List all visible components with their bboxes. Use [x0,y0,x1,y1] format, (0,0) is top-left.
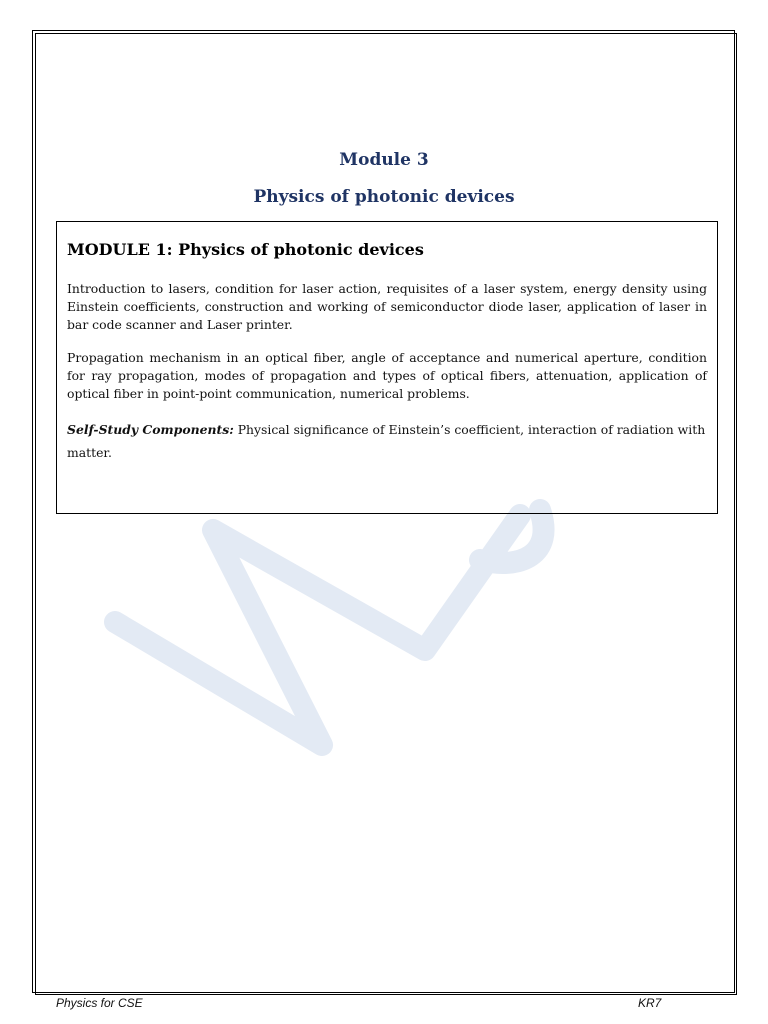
syllabus-paragraph-fibers: Propagation mechanism in an optical fiber, angle of acceptance and numerical aperture, condition for ray propagation, modes of propagation and types of optical fibers, attenuation, application of optical fiber in point-point communication, numerical problems. [67,350,707,401]
footer-code: KR7 [638,996,662,1010]
self-study-paragraph [67,418,707,464]
self-study-text: Physical significance of Einstein’s coefficient, interaction of radiation with matter. [67,422,706,460]
footer-course-title: Physics for CSE [56,996,143,1010]
module-subtitle-heading: Physics of photonic devices [253,187,515,207]
syllabus-title: MODULE 1: Physics of photonic devices [67,240,424,259]
module-number-heading: Module 3 [339,150,429,170]
syllabus-paragraph-lasers: Introduction to lasers, condition for laser action, requisites of a laser system, energy density using Einstein coefficients, construction and working of semiconductor diode laser, application of laser in bar code scanner and Laser printer. [67,281,707,332]
syllabus-box [56,221,718,514]
self-study-label: Self-Study Components: [67,422,234,437]
